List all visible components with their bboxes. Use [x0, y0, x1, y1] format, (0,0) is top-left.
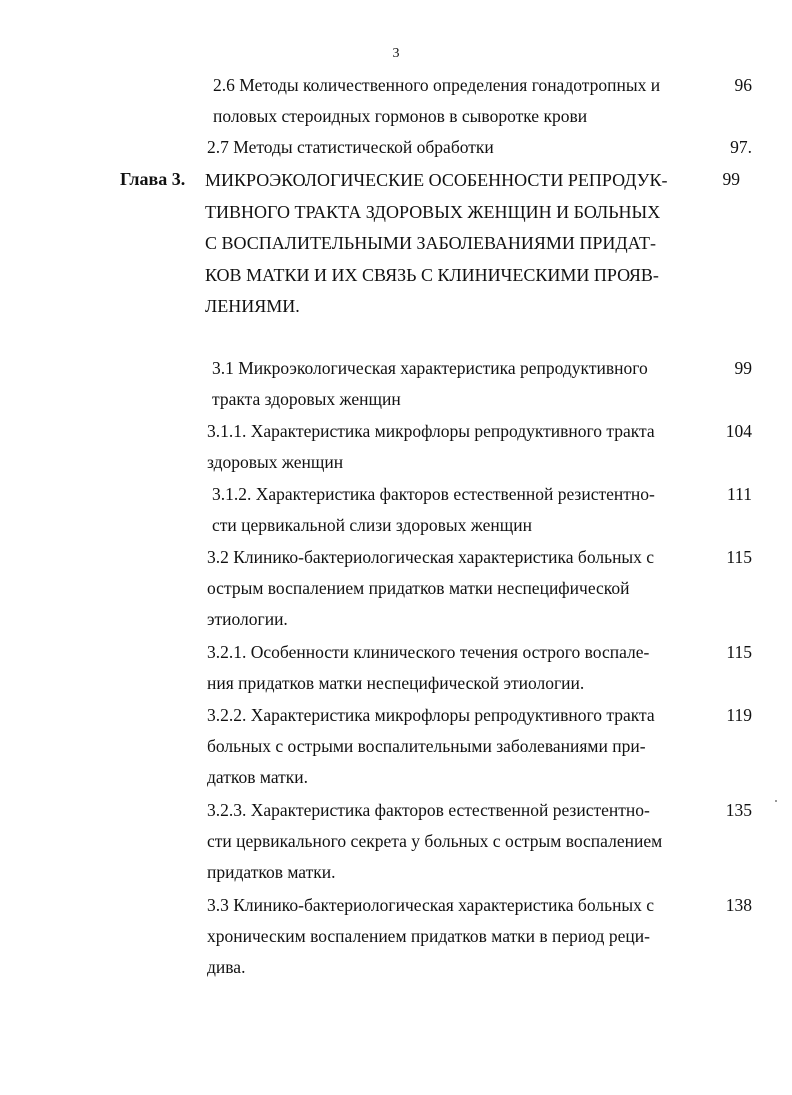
- chapter-page: 99: [722, 169, 740, 189]
- toc-entry-text: 3.2.1. Особенности клинического течения острого воспале- ния придатков матки неспецифической этиологии.: [207, 642, 650, 693]
- toc-entry-text: 3.1.2. Характеристика факторов естественной резистентно- сти цервикальной слизи здоровых женщин: [212, 484, 655, 535]
- toc-entry-page: 135: [725, 800, 752, 820]
- chapter-label: Глава 3.: [120, 169, 186, 189]
- chapter-title: МИКРОЭКОЛОГИЧЕСКИЕ ОСОБЕННОСТИ РЕПРОДУК- ТИВНОГО ТРАКТА ЗДОРОВЫХ ЖЕНЩИН И БОЛЬНЫХ С ВОСПАЛИТЕЛЬНЫМИ ЗАБОЛЕВАНИЯМИ ПРИДАТ- КОВ МАТКИ И ИХ СВЯЗЬ С КЛИНИЧЕСКИМИ ПРОЯВ- ЛЕНИЯМИ.: [205, 170, 668, 316]
- toc-entry-page: 96: [734, 75, 752, 95]
- toc-entry-page: 115: [726, 547, 752, 567]
- toc-entry-text: 3.2 Клинико-бактериологическая характеристика больных с острым воспалением придатков матки неспецифической этиологии.: [207, 547, 655, 629]
- toc-entry-text: 3.1 Микроэкологическая характеристика репродуктивного тракта здоровых женщин: [212, 358, 648, 409]
- toc-entry-page: 138: [725, 895, 752, 915]
- toc-entry-page: 111: [727, 484, 752, 504]
- toc-entry-text: 2.6 Методы количественного определения гонадотропных и половых стероидных гормонов в сыворотке крови: [213, 75, 661, 126]
- toc-entry-page: 119: [726, 705, 752, 725]
- toc-entry-text: 3.2.2. Характеристика микрофлоры репродуктивного тракта больных с острыми воспалительными заболеваниями при- датков матки.: [207, 705, 655, 787]
- toc-entry-text: 3.2.3. Характеристика факторов естественной резистентно- сти цервикального секрета у больных с острым воспалением придатков матки.: [207, 800, 663, 882]
- toc-entry-text: 3.3 Клинико-бактериологическая характеристика больных с хроническим воспалением придатков матки в период реци- дива.: [207, 895, 655, 977]
- toc-entry-text: 3.1.1. Характеристика микрофлоры репродуктивного тракта здоровых женщин: [207, 421, 655, 472]
- toc-entry-page: 115: [726, 642, 752, 662]
- page-number: 3: [392, 46, 400, 61]
- toc-entry-page: 99: [734, 358, 752, 378]
- toc-entry-text: 2.7 Методы статистической обработки: [207, 137, 494, 157]
- toc-entry-page: 104: [725, 421, 752, 441]
- scan-speck: [775, 800, 777, 802]
- toc-entry-page: 97.: [730, 137, 752, 157]
